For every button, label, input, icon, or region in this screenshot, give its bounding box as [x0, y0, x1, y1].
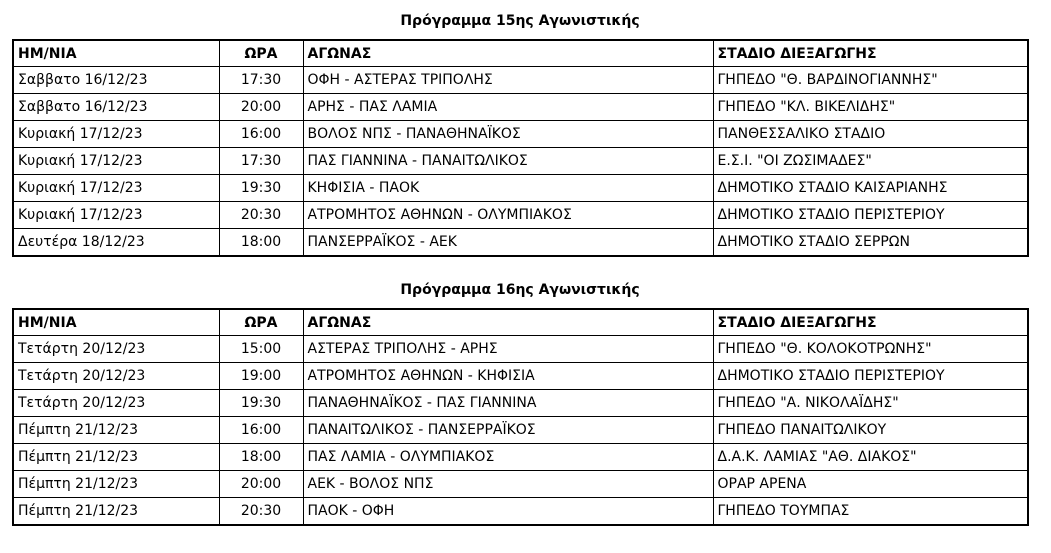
table-row	[13, 67, 1028, 94]
cell-date: Τετάρτη 20/12/23	[13, 390, 219, 417]
cell-match: ΟΦΗ - ΑΣΤΕΡΑΣ ΤΡΙΠΟΛΗΣ	[303, 67, 713, 94]
table-row	[13, 229, 1028, 257]
header-time: ΩΡΑ	[219, 309, 303, 336]
table-row	[13, 121, 1028, 148]
header-venue: ΣΤΑΔΙΟ ΔΙΕΞΑΓΩΓΗΣ	[713, 40, 1028, 67]
table-row	[13, 444, 1028, 471]
cell-time: 20:30	[219, 498, 303, 526]
cell-venue: ΓΗΠΕΔΟ ΠΑΝΑΙΤΩΛΙΚΟΥ	[713, 417, 1028, 444]
cell-venue: ΔΗΜΟΤΙΚΟ ΣΤΑΔΙΟ ΣΕΡΡΩΝ	[713, 229, 1028, 257]
cell-time: 16:00	[219, 121, 303, 148]
cell-time: 18:00	[219, 444, 303, 471]
cell-time: 19:00	[219, 363, 303, 390]
header-time: ΩΡΑ	[219, 40, 303, 67]
cell-venue: Ε.Σ.Ι. "ΟΙ ΖΩΣΙΜΑΔΕΣ"	[713, 148, 1028, 175]
header-match: ΑΓΩΝΑΣ	[303, 40, 713, 67]
cell-venue: ΔΗΜΟΤΙΚΟ ΣΤΑΔΙΟ ΠΕΡΙΣΤΕΡΙΟΥ	[713, 202, 1028, 229]
cell-match: ΚΗΦΙΣΙΑ - ΠΑΟΚ	[303, 175, 713, 202]
cell-match: ΑΤΡΟΜΗΤΟΣ ΑΘΗΝΩΝ - ΚΗΦΙΣΙΑ	[303, 363, 713, 390]
table-header-row	[13, 40, 1028, 67]
cell-date: Πέμπτη 21/12/23	[13, 417, 219, 444]
cell-time: 18:00	[219, 229, 303, 257]
cell-date: Τετάρτη 20/12/23	[13, 363, 219, 390]
cell-date: Πέμπτη 21/12/23	[13, 498, 219, 526]
table-row	[13, 363, 1028, 390]
cell-match: ΑΤΡΟΜΗΤΟΣ ΑΘΗΝΩΝ - ΟΛΥΜΠΙΑΚΟΣ	[303, 202, 713, 229]
header-date: ΗΜ/ΝΙΑ	[13, 309, 219, 336]
cell-time: 19:30	[219, 175, 303, 202]
table-row	[13, 202, 1028, 229]
cell-time: 15:00	[219, 336, 303, 363]
header-match: ΑΓΩΝΑΣ	[303, 309, 713, 336]
cell-time: 19:30	[219, 390, 303, 417]
cell-time: 17:30	[219, 148, 303, 175]
cell-date: Τετάρτη 20/12/23	[13, 336, 219, 363]
cell-venue: ΓΗΠΕΔΟ "ΚΛ. ΒΙΚΕΛΙΔΗΣ"	[713, 94, 1028, 121]
header-date: ΗΜ/ΝΙΑ	[13, 40, 219, 67]
cell-match: ΒΟΛΟΣ ΝΠΣ - ΠΑΝΑΘΗΝΑΪΚΟΣ	[303, 121, 713, 148]
cell-match: ΑΣΤΕΡΑΣ ΤΡΙΠΟΛΗΣ - ΑΡΗΣ	[303, 336, 713, 363]
cell-date: Κυριακή 17/12/23	[13, 202, 219, 229]
cell-venue: ΓΗΠΕΔΟ ΤΟΥΜΠΑΣ	[713, 498, 1028, 526]
cell-match: ΠΑΝΑΙΤΩΛΙΚΟΣ - ΠΑΝΣΕΡΡΑΪΚΟΣ	[303, 417, 713, 444]
cell-date: Κυριακή 17/12/23	[13, 121, 219, 148]
cell-match: ΑΡΗΣ - ΠΑΣ ΛΑΜΙΑ	[303, 94, 713, 121]
round-15-table	[12, 39, 1029, 257]
cell-date: Σαββατο 16/12/23	[13, 94, 219, 121]
cell-match: ΠΑΝΣΕΡΡΑΪΚΟΣ - ΑΕΚ	[303, 229, 713, 257]
table-row	[13, 390, 1028, 417]
table-row	[13, 471, 1028, 498]
round-16-title: Πρόγραμμα 16ης Αγωνιστικής	[400, 282, 640, 298]
cell-match: ΑΕΚ - ΒΟΛΟΣ ΝΠΣ	[303, 471, 713, 498]
table-row	[13, 94, 1028, 121]
cell-venue: ΔΗΜΟΤΙΚΟ ΣΤΑΔΙΟ ΚΑΙΣΑΡΙΑΝΗΣ	[713, 175, 1028, 202]
cell-time: 20:00	[219, 94, 303, 121]
table-row	[13, 417, 1028, 444]
table-row	[13, 148, 1028, 175]
cell-date: Πέμπτη 21/12/23	[13, 471, 219, 498]
header-venue: ΣΤΑΔΙΟ ΔΙΕΞΑΓΩΓΗΣ	[713, 309, 1028, 336]
cell-date: Πέμπτη 21/12/23	[13, 444, 219, 471]
cell-venue: ΓΗΠΕΔΟ "Θ. ΒΑΡΔΙΝΟΓΙΑΝΝΗΣ"	[713, 67, 1028, 94]
cell-match: ΠΑΝΑΘΗΝΑΪΚΟΣ - ΠΑΣ ΓΙΑΝΝΙΝΑ	[303, 390, 713, 417]
cell-venue: ΠΑΝΘΕΣΣΑΛΙΚΟ ΣΤΑΔΙΟ	[713, 121, 1028, 148]
table-row	[13, 498, 1028, 526]
cell-date: Δευτέρα 18/12/23	[13, 229, 219, 257]
cell-date: Σαββατο 16/12/23	[13, 67, 219, 94]
cell-time: 16:00	[219, 417, 303, 444]
cell-match: ΠΑΣ ΛΑΜΙΑ - ΟΛΥΜΠΙΑΚΟΣ	[303, 444, 713, 471]
cell-venue: ΓΗΠΕΔΟ "Θ. ΚΟΛΟΚΟΤΡΩΝΗΣ"	[713, 336, 1028, 363]
table-row	[13, 336, 1028, 363]
round-15-title: Πρόγραμμα 15ης Αγωνιστικής	[400, 13, 640, 29]
cell-date: Κυριακή 17/12/23	[13, 148, 219, 175]
cell-venue: ΓΗΠΕΔΟ "Α. ΝΙΚΟΛΑΪΔΗΣ"	[713, 390, 1028, 417]
cell-time: 20:00	[219, 471, 303, 498]
cell-match: ΠΑΣ ΓΙΑΝΝΙΝΑ - ΠΑΝΑΙΤΩΛΙΚΟΣ	[303, 148, 713, 175]
table-header-row	[13, 309, 1028, 336]
cell-date: Κυριακή 17/12/23	[13, 175, 219, 202]
cell-venue: ΟΡΑΡ ΑΡΕΝΑ	[713, 471, 1028, 498]
table-row	[13, 175, 1028, 202]
cell-time: 17:30	[219, 67, 303, 94]
cell-venue: ΔΗΜΟΤΙΚΟ ΣΤΑΔΙΟ ΠΕΡΙΣΤΕΡΙΟΥ	[713, 363, 1028, 390]
cell-time: 20:30	[219, 202, 303, 229]
round-16-table	[12, 308, 1029, 526]
cell-match: ΠΑΟΚ - ΟΦΗ	[303, 498, 713, 526]
cell-venue: Δ.Α.Κ. ΛΑΜΙΑΣ "ΑΘ. ΔΙΑΚΟΣ"	[713, 444, 1028, 471]
